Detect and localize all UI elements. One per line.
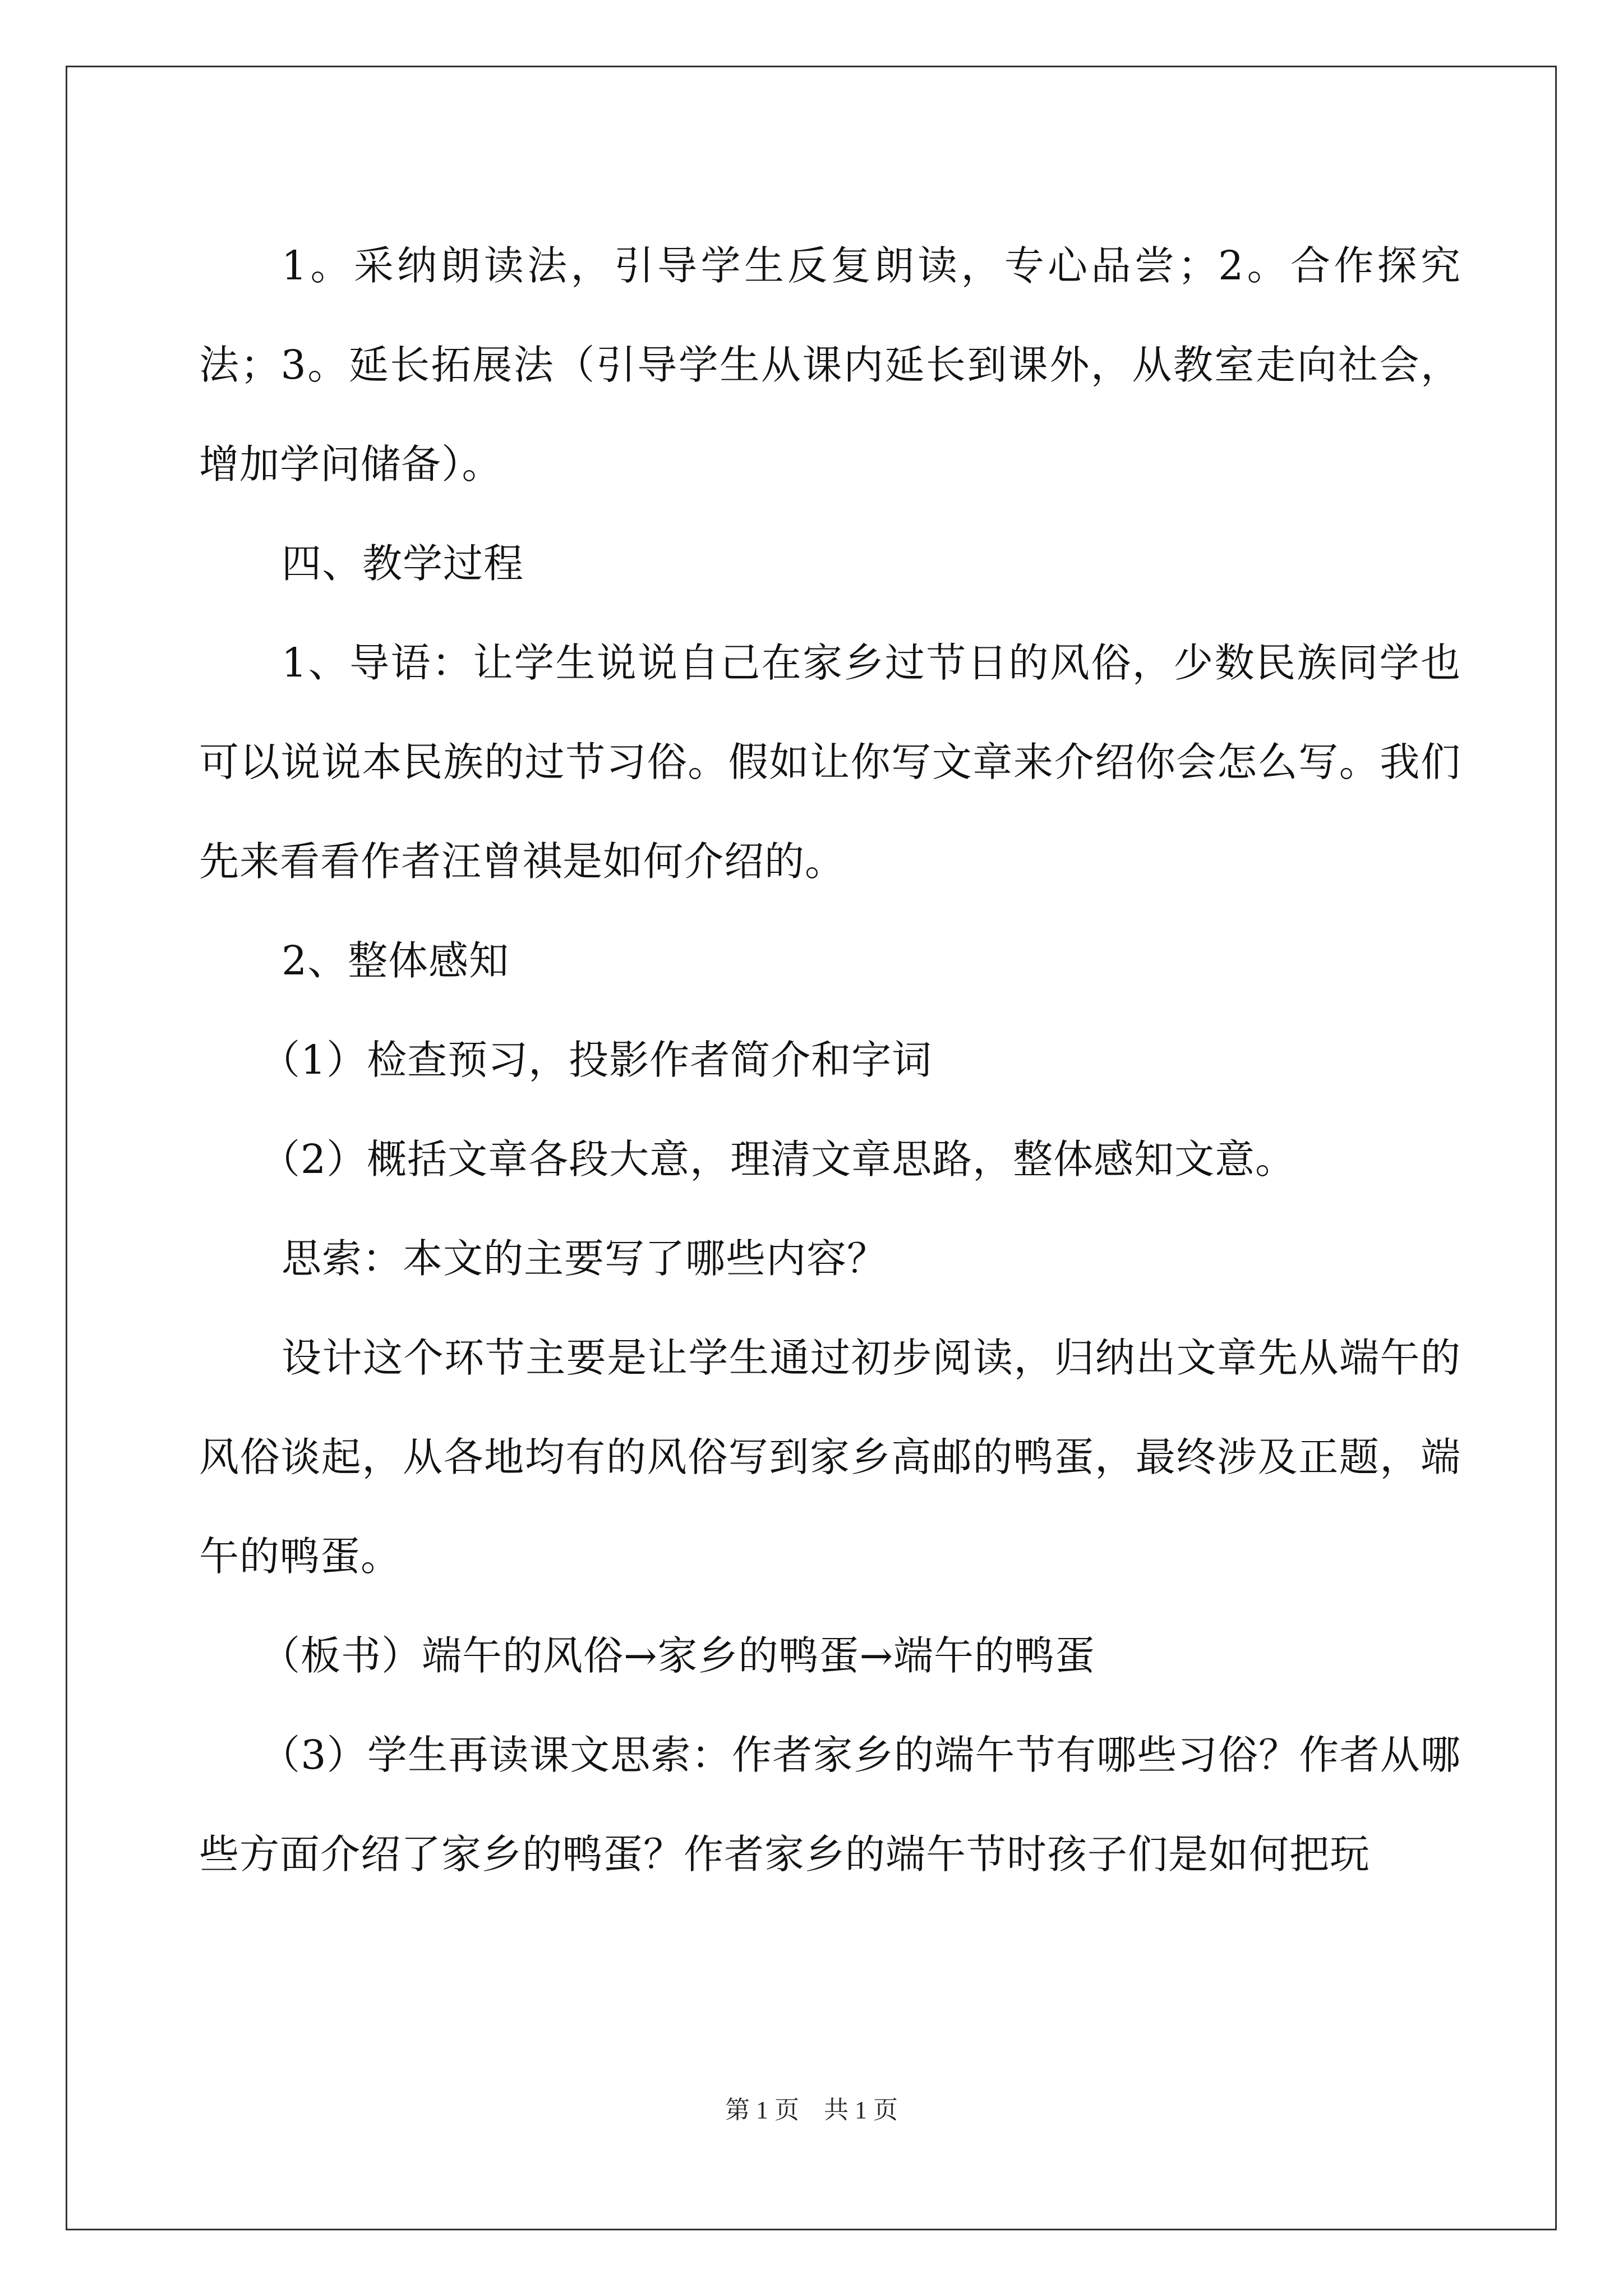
paragraph-teaching-methods: 1。采纳朗读法，引导学生反复朗读，专心品尝；2。合作探究法；3。延长拓展法（引导学生从课内延长到课外，从教室走向社会，增加学问储备）。 [199, 242, 1461, 487]
paragraph-question: 思索：本文的主要写了哪些内容？ [282, 1235, 888, 1282]
list-item-reread: （3）学生再读课文思索：作者家乡的端午节有哪些习俗？作者从哪些方面介绍了家乡的鸭蛋？作者家乡的端午节时孩子们是如何把玩 [199, 1732, 1461, 1878]
heading-overall-perception: 2、整体感知 [282, 937, 510, 984]
page-number-footer: 第 1 页 共 1 页 [725, 2096, 898, 2124]
list-item-summarize: （2）概括文章各段大意，理清文章思路，整体感知文意。 [260, 1136, 1296, 1182]
list-item-check-preview: （1）检查预习，投影作者简介和字词 [260, 1037, 933, 1083]
heading-teaching-process: 四、教学过程 [282, 540, 524, 587]
paragraph-blackboard: （板书）端午的风俗→家乡的鸭蛋→端午的鸭蛋 [260, 1632, 1095, 1679]
paragraph-introduction: 1、导语：让学生说说自己在家乡过节日的风俗，少数民族同学也可以说说本民族的过节习俗。假如让你写文章来介绍你会怎么写。我们先来看看作者汪曾祺是如何介绍的。 [199, 639, 1461, 885]
paragraph-design-notes: 设计这个环节主要是让学生通过初步阅读，归纳出文章先从端午的风俗谈起，从各地均有的风俗写到家乡高邮的鸭蛋，最终涉及正题，端午的鸭蛋。 [199, 1335, 1461, 1580]
document-body [199, 216, 1461, 1904]
